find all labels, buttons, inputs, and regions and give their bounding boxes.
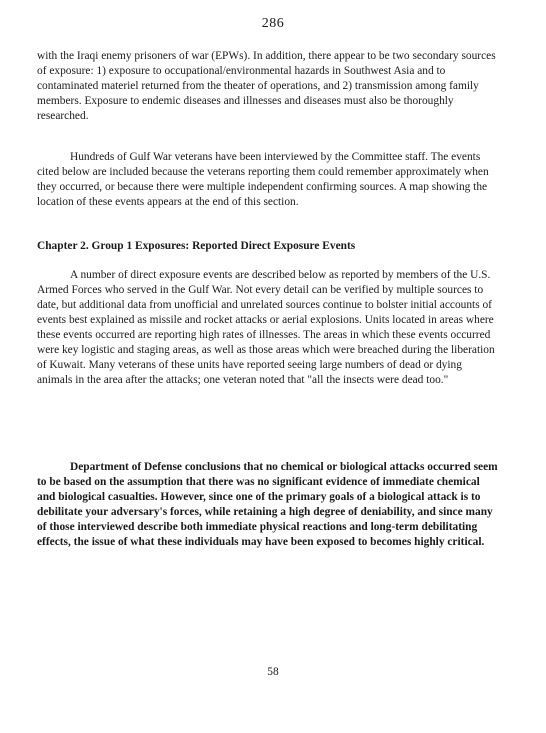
paragraph-text: Department of Defense conclusions that no chemical or biological attacks occurred seem to be based on the assumption that there was no significant evidence of immediate chemical and biological casualties. However, since one of the primary goals of a biological attack is to debilitate your adversary's forces, while retaining a high degree of deniability, and since many of those interviewed describe both immediate physical reactions and long-term debilitating effects, the issue of what these individuals may have been exposed to becomes highly critical. xyxy=(37,461,498,548)
paragraph-dod-conclusions xyxy=(37,460,500,550)
paragraph-text: with the Iraqi enemy prisoners of war (EPWs). In addition, there appear to be two secondary sources of exposure: 1) exposure to occupational/environmental hazards in Southwest Asia and to contaminated materiel returned from the theater of operations, and 2) transmission among family members. Exposure to endemic diseases and illnesses and diseases must also be thoroughly researched. xyxy=(37,50,496,122)
paragraph-text: A number of direct exposure events are described below as reported by members of the U.S. Armed Forces who served in the Gulf War. Not every detail can be verified by multiple sources to date, but additional data from unofficial and unrelated sources continue to bolster initial accounts of events best explained as missile and rocket attacks or aerial explosions. Units located in areas where these events occurred are reporting high rates of illnesses. The areas in which these events occurred were key logistic and staging areas, as well as those areas which were breached during the liberation of Kuwait. Many veterans of these units have reported seeing large numbers of dead or dying animals in the area after the attacks; one veteran noted that "all the insects were dead too." xyxy=(37,269,495,386)
paragraph-text: Hundreds of Gulf War veterans have been interviewed by the Committee staff. The events cited below are included because the veterans reporting them could remember approximately when they occurred, or because there were multiple independent confirming sources. A map showing the location of these events appears at the end of this section. xyxy=(37,151,489,208)
bottom-page-number: 58 xyxy=(267,666,279,678)
paragraph-direct-exposure-events xyxy=(37,268,500,388)
paragraph-veterans-interviewed xyxy=(37,150,500,210)
paragraph-exposure-sources xyxy=(37,49,500,124)
top-page-number: 286 xyxy=(261,16,285,31)
section-heading: Chapter 2. Group 1 Exposures: Reported Direct Exposure Events xyxy=(37,240,356,252)
